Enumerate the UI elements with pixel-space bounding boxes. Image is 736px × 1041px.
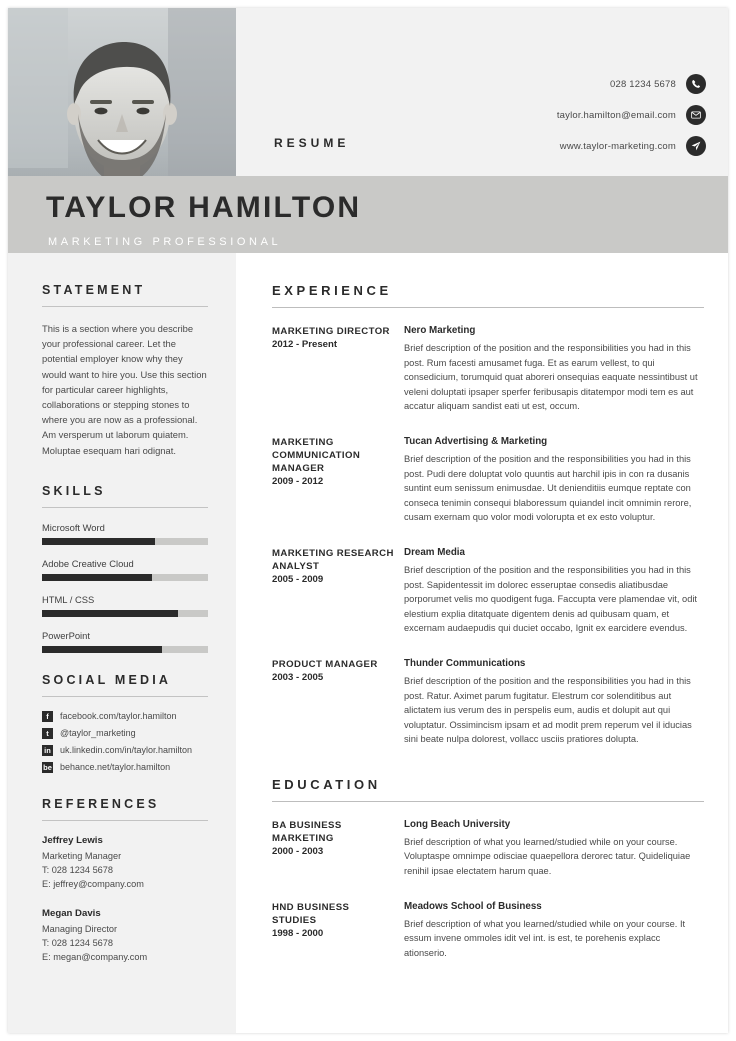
entry-meta <box>272 658 404 747</box>
skill-label: Microsoft Word <box>42 521 105 533</box>
behance-icon: be <box>43 762 52 772</box>
entry-company: Thunder Communications <box>404 657 526 669</box>
skill-bar-fill <box>42 574 152 581</box>
education-entry <box>272 819 704 879</box>
skill-item <box>42 594 208 617</box>
entry-body <box>404 658 704 747</box>
twitter-icon: t <box>42 728 53 739</box>
social-list <box>42 711 208 773</box>
entry-institution: Meadows School of Business <box>404 900 542 912</box>
entry-body <box>404 819 704 879</box>
entry-body <box>404 901 704 961</box>
contact-block <box>557 74 706 167</box>
reference-role: Marketing Manager <box>42 850 122 861</box>
references-title: REFERENCES <box>42 796 160 811</box>
entry-company: Dream Media <box>404 546 465 558</box>
skills-list <box>42 522 208 653</box>
education-entry <box>272 901 704 961</box>
social-link-facebook[interactable] <box>42 711 208 722</box>
reference-item <box>42 835 208 891</box>
entry-company: Nero Marketing <box>404 325 476 336</box>
page-title: TAYLOR HAMILTON <box>46 191 362 224</box>
entry-institution: Long Beach University <box>404 818 511 830</box>
social-link-linkedin[interactable] <box>42 745 208 756</box>
entry-meta <box>272 436 404 525</box>
divider <box>42 306 208 307</box>
skill-item <box>42 522 208 545</box>
resume-header <box>8 8 728 253</box>
facebook-icon: f <box>42 711 53 722</box>
statement-text: This is a section where you describe your professional career. Let the potential employer know why they would want to hire you. Use this section for particular career highlights, collaborations or stepping stones to where you are now as a professional. Am versperum ut laborum quiatem. Moluptae esequam hari odignat. <box>42 323 207 456</box>
main-content <box>252 253 728 1033</box>
entry-dates: 2000 - 2003 <box>272 845 324 857</box>
skill-label: Adobe Creative Cloud <box>42 557 134 569</box>
divider <box>42 507 208 508</box>
reference-phone: T: 028 1234 5678 <box>42 937 114 948</box>
spacer <box>272 769 704 777</box>
entry-description: Brief description of what you learned/studied while on your course. Voluptaspe omnimpe odisciae quaepellora derorec tatur. Quideliquiae renihil ipsae electatem harum quae. <box>404 836 691 877</box>
skill-bar-fill <box>42 610 178 617</box>
paper-plane-icon <box>686 136 706 156</box>
resume-label: RESUME <box>274 136 350 150</box>
social-link-text: behance.net/taylor.hamilton <box>60 762 171 773</box>
entry-role: PRODUCT MANAGER <box>272 658 378 670</box>
experience-title: EXPERIENCE <box>272 283 392 298</box>
sidebar <box>8 253 236 1033</box>
skill-bar-fill <box>42 538 155 545</box>
entry-meta <box>272 325 404 414</box>
reference-email: E: jeffrey@company.com <box>42 878 144 889</box>
contact-row <box>557 105 706 125</box>
social-media-title: SOCIAL MEDIA <box>42 672 172 687</box>
divider <box>272 801 704 802</box>
social-link-text: facebook.com/taylor.hamilton <box>60 711 177 722</box>
social-link-text: @taylor_marketing <box>60 728 136 739</box>
resume-body <box>8 253 728 1033</box>
skill-bar <box>42 538 208 545</box>
entry-role: MARKETING DIRECTOR <box>272 326 390 337</box>
entry-description: Brief description of the position and the responsibilities you had in this post. Rum facesti amusamet fuga. Et as earum vellest, to qui consedicium, torumquid quat aboreri onsequias eaquate nessintibust ut veleni doluptati ipsaper sperfer feribusapis ditatempor modi tem es aut accatur aliquam sandist eati ut est, occum. <box>404 343 698 412</box>
entry-degree: HND BUSINESS STUDIES <box>272 901 350 926</box>
social-link-text: uk.linkedin.com/in/taylor.hamilton <box>60 745 193 756</box>
website-text: www.taylor-marketing.com <box>559 140 676 152</box>
divider <box>272 307 704 308</box>
skills-title: SKILLS <box>42 483 106 498</box>
experience-entry <box>272 325 704 414</box>
contact-row <box>557 74 706 94</box>
entry-role: MARKETING COMMUNICATION MANAGER <box>272 436 361 474</box>
statement-title: STATEMENT <box>42 283 146 297</box>
email-text: taylor.hamilton@email.com <box>556 109 676 121</box>
entry-dates: 2012 - Present <box>272 339 338 350</box>
divider <box>42 820 208 821</box>
skill-item <box>42 630 208 653</box>
reference-phone: T: 028 1234 5678 <box>42 864 114 875</box>
entry-dates: 2009 - 2012 <box>272 475 324 487</box>
entry-company: Tucan Advertising & Marketing <box>404 435 548 447</box>
skill-bar <box>42 574 208 581</box>
reference-email: E: megan@company.com <box>42 951 148 962</box>
contact-row <box>557 136 706 156</box>
resume-page <box>8 8 728 1033</box>
skill-item <box>42 558 208 581</box>
skill-label: HTML / CSS <box>42 593 95 605</box>
entry-meta <box>272 819 404 879</box>
reference-name: Megan Davis <box>42 907 101 919</box>
entry-dates: 2005 - 2009 <box>272 573 324 585</box>
social-link-behance[interactable] <box>42 762 208 773</box>
entry-meta <box>272 901 404 961</box>
entry-body <box>404 547 704 636</box>
entry-description: Brief description of the position and the responsibilities you had in this post. Ratur. Aximet parum fugitatur. Elestrum cor solenditibus aut alictatem ius verum des in perspelis eum, audis et dolupit aut qui voluptatur. Ossimincism ipsam et ad modit prem reperum vel il iducias sini beate nulpa dolorest, vollacc usciis pratiores dolupta. <box>404 675 692 745</box>
entry-description: Brief description of the position and the responsibilities you had in this post. Pudi dere doluptat volo quuntis aut harchil ipis in con ra dusanis suntint eum senissum enimusdae. Ut denienditiis eumque reptate con conseca tenimin consequi blaboressum quiandel incit omnimin rerore, cusam exernam quo volor modi volorupta et ex esto voluptur. <box>404 453 692 523</box>
divider <box>42 696 208 697</box>
experience-entry <box>272 658 704 747</box>
skill-bar-fill <box>42 646 162 653</box>
phone-text: 028 1234 5678 <box>610 78 676 90</box>
social-link-twitter[interactable] <box>42 728 208 739</box>
entry-description: Brief description of the position and the responsibilities you had in this post. Sapidentessit im dolorec esseruptae consedis aliatibusdae porporumet velis mo quodigent fuga. Faccupta vere plamendae vit, odit elestium explia ditatquate digentem denis ad quibusam quam, et excernam audaepudis qui duciet occabo, Ignit ex earcidere evendus. <box>404 564 698 634</box>
entry-meta <box>272 547 404 636</box>
envelope-icon <box>686 105 706 125</box>
education-title: EDUCATION <box>272 776 381 792</box>
entry-dates: 1998 - 2000 <box>272 927 324 939</box>
skill-bar <box>42 646 208 653</box>
entry-role: MARKETING RESEARCH ANALYST <box>272 547 394 572</box>
entry-description: Brief description of what you learned/studied while on your course. It essum invene ommoles idit vel int. is est, te porehenis explacc ationserio. <box>404 918 686 958</box>
skill-bar <box>42 610 208 617</box>
entry-body <box>404 325 704 414</box>
entry-degree: BA BUSINESS MARKETING <box>272 819 342 844</box>
entry-body <box>404 436 704 525</box>
reference-role: Managing Director <box>42 923 118 934</box>
reference-name: Jeffrey Lewis <box>42 834 103 846</box>
skill-label: PowerPoint <box>42 629 90 641</box>
linkedin-icon: in <box>42 745 53 756</box>
experience-entry <box>272 547 704 636</box>
phone-icon <box>686 74 706 94</box>
experience-entry <box>272 436 704 525</box>
job-subtitle: MARKETING PROFESSIONAL <box>48 236 282 248</box>
reference-item <box>42 908 208 964</box>
entry-dates: 2003 - 2005 <box>272 671 324 683</box>
